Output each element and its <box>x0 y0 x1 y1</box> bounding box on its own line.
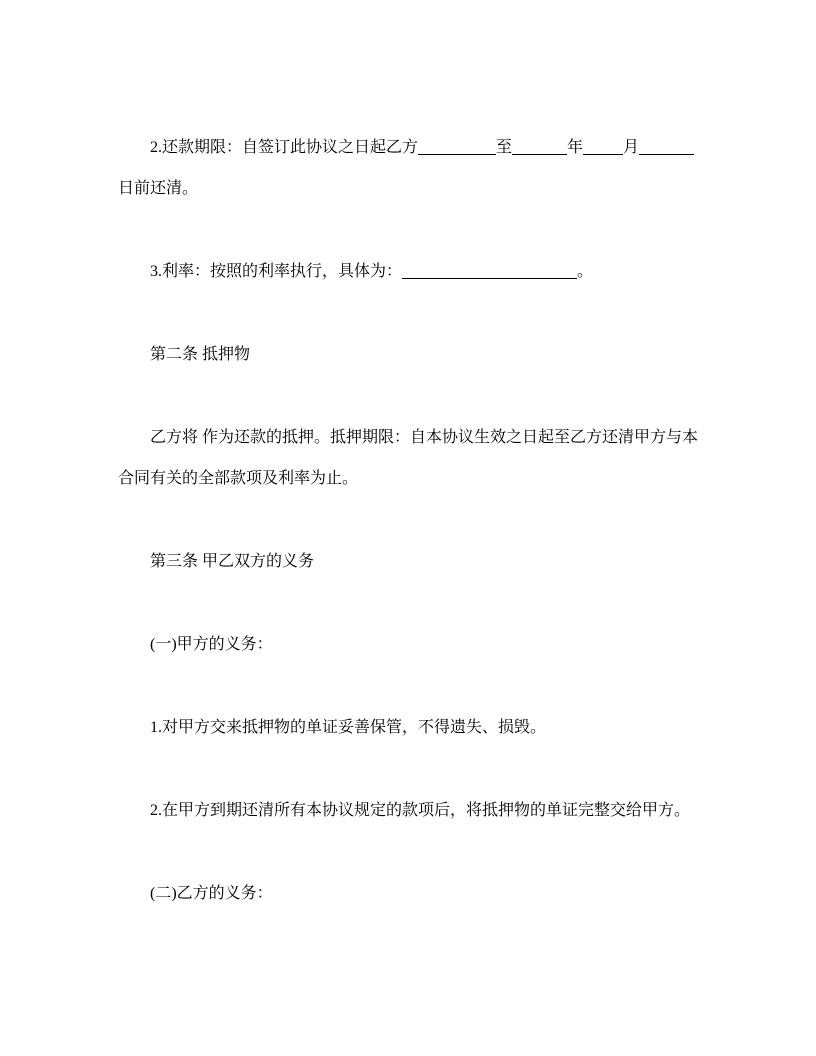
text-run: 年 <box>567 139 584 156</box>
paragraph-obligation-2: 2.在甲方到期还清所有本协议规定的款项后，将抵押物的单证完整交给甲方。 <box>150 802 691 819</box>
blank-fill-line <box>418 154 496 155</box>
heading-clause-3: 第三条 甲乙双方的义务 <box>150 553 315 570</box>
subheading-party-a-obligations: (一)甲方的义务： <box>150 636 273 653</box>
paragraph-interest-rate <box>118 251 706 292</box>
text-run: 。 <box>577 263 594 280</box>
paragraph-repayment-term <box>118 127 706 209</box>
blank-fill-line-year <box>512 154 567 155</box>
blank-fill-line-day <box>639 154 694 155</box>
paragraph-obligation-1: 1.对甲方交来抵押物的单证妥善保管，不得遗失、损毁。 <box>150 719 547 736</box>
text-run: 月 <box>623 139 640 156</box>
blank-fill-line-rate <box>402 278 577 279</box>
text-run: 2.还款期限：自签订此协议之日起乙方 <box>150 139 419 156</box>
text-run: 日前还清。 <box>118 180 199 197</box>
heading-clause-2: 第二条 抵押物 <box>150 346 251 363</box>
subheading-party-b-obligations: (二)乙方的义务： <box>150 885 273 902</box>
paragraph-collateral: 乙方将 作为还款的抵押。抵押期限：自本协议生效之日起至乙方还清甲方与本合同有关的全部款项及利率为止。 <box>118 429 699 487</box>
text-run: 至 <box>496 139 513 156</box>
text-run: 3.利率：按照的利率执行，具体为： <box>150 263 403 280</box>
blank-fill-line-month <box>583 154 623 155</box>
